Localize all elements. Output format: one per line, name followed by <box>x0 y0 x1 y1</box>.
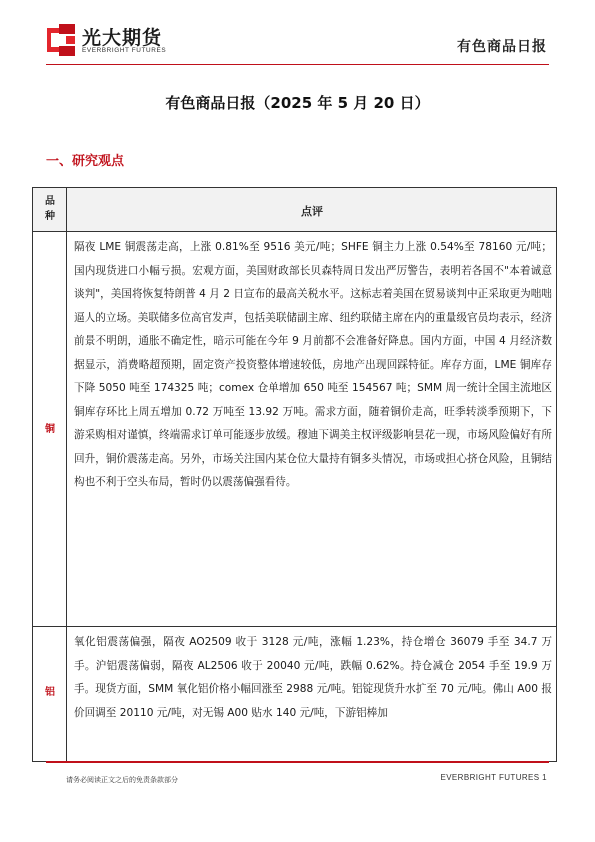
everbright-logo-icon <box>46 24 76 56</box>
brand-name-cn: 光大期货 <box>82 27 163 49</box>
footer-brand-page: EVERBRIGHT FUTURES 1 <box>440 773 547 782</box>
brand-name-en: EVERBRIGHT FUTURES <box>82 47 167 54</box>
table-row-comment-copper <box>67 232 557 627</box>
research-table <box>32 187 557 762</box>
document-title: 有色商品日报（2025 年 5 月 20 日） <box>165 94 430 112</box>
table-row-variety-aluminum <box>33 627 67 762</box>
comment-text: 隔夜 LME 铜震荡走高，上涨 0.81%至 9516 美元/吨；SHFE 铜主力上涨 0.54%至 78160 元/吨；国内现货进口小幅亏损。宏观方面，美国财政部长贝森特周日发出严厉警告，表明若各国不"本着诚意谈判"，美国将恢复特朗普 4 月 2 日宣布的最高关税水平。这标志着美国在贸易谈判中正采取更为咄咄逼人的立场。美联储多位高官发声，包括美联储副主席、纽约联储主席在内的重量级官员均表示，经济前景不明朗，通胀不确定性，暗示可能在今年 9 月前都不会准备好降息。国内方面，中国 4 月经济数据显示，消费略超预期，固定资产投资整体增速较低，房地产出现回踩特征。库存方面，LME 铜库存下降 5050 吨至 174325 吨；comex 仓单增加 650 吨至 154567 吨；SMM 周一统计全国主流地区铜库存环比上周五增加 0.72 万吨至 13.92 万吨。需求方面，随着铜价走高，旺季转淡季预期下，下游采购相对谨慎，终端需求订单可能逐步放缓。穆迪下调美主权评级影响昙花一现，市场风险偏好有所回升，铜价震荡走高。另外，市场关注国内某仓位大量持有铜多头情况，市场或担心挤仓风险，且铜结构也不利于空头布局，暂时仍以震荡偏强看待。 <box>74 241 552 488</box>
page-header <box>0 0 595 70</box>
report-type-label: 有色商品日报 <box>457 39 547 55</box>
table-header-comment <box>67 188 557 232</box>
header-variety-label: 品 种 <box>45 196 55 222</box>
table-row-variety-copper <box>33 232 67 627</box>
variety-label: 铜 <box>45 424 55 435</box>
table-row-comment-aluminum <box>67 627 557 762</box>
header-divider <box>46 64 549 65</box>
header-comment-label: 点评 <box>301 205 323 218</box>
comment-text: 氧化铝震荡偏强，隔夜 AO2509 收于 3128 元/吨，涨幅 1.23%，持仓增仓 36079 手至 34.7 万手。沪铝震荡偏弱，隔夜 AL2506 收于 20040 元/吨，跌幅 0.62%。持仓减仓 2054 手至 19.9 万手。现货方面，SMM 氧化铝价格小幅回涨至 2988 元/吨。铝锭现货升水扩至 70 元/吨。佛山 A00 报价回调至 20110 元/吨，对无锡 A00 贴水 140 元/吨，下游铝棒加 <box>74 636 552 719</box>
variety-label: 铝 <box>45 687 55 698</box>
footer-divider <box>46 761 549 763</box>
table-header-variety <box>33 188 67 232</box>
brand-logo <box>46 22 186 62</box>
footer-disclaimer: 请务必阅读正文之后的免责条款部分 <box>66 776 178 784</box>
section-heading: 一、研究观点 <box>46 154 125 169</box>
